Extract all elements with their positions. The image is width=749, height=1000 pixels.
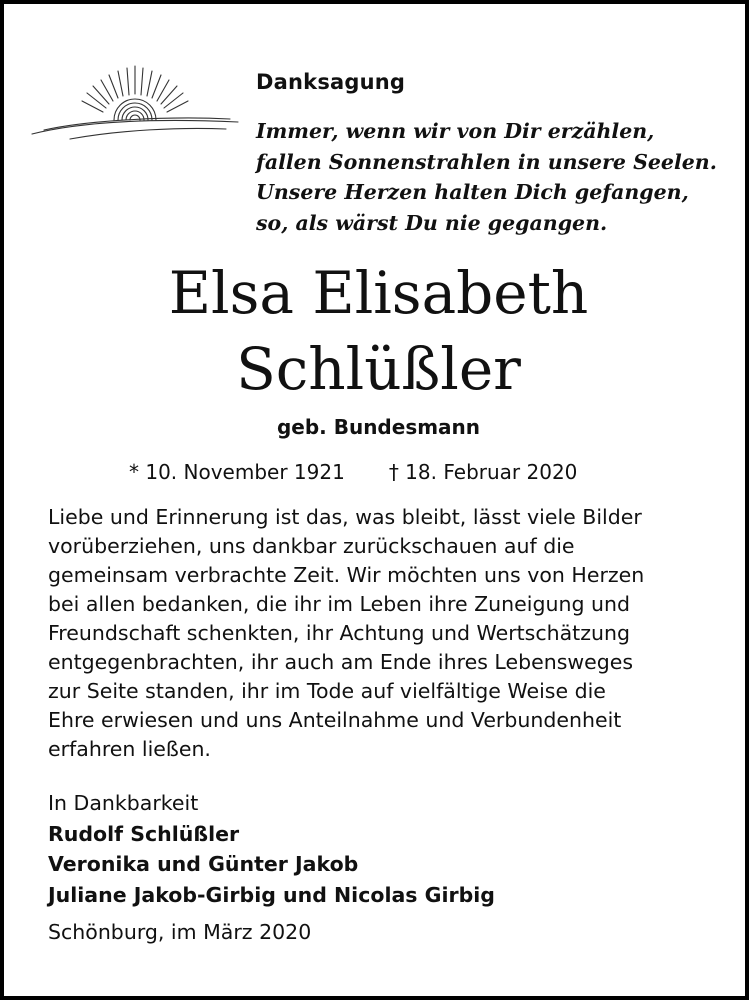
signatory: Veronika und Günter Jakob (48, 852, 359, 876)
deceased-name-line2: Schlüßler (236, 335, 521, 403)
text-line: gemeinsam verbrachte Zeit. Wir möchten uns von Herzen (48, 563, 645, 587)
notice-heading: Danksagung (256, 70, 406, 94)
place-date: Schönburg, im März 2020 (48, 920, 312, 944)
text-line: bei allen bedanken, die ihr im Leben ihre Zuneigung und (48, 592, 630, 616)
maiden-name: geb. Bundesmann (276, 415, 481, 439)
sunrise-icon (30, 64, 240, 144)
life-dates (129, 460, 577, 484)
text-line: zur Seite standen, ihr im Tode auf vielfältige Weise die (48, 679, 606, 703)
text-line: entgegenbrachten, ihr auch am Ende ihres Lebensweges (48, 650, 634, 674)
deceased-name-line1: Elsa Elisabeth (168, 259, 589, 327)
signatory: Rudolf Schlüßler (48, 821, 240, 846)
poem-line: so, als wärst Du nie gegangen. (256, 210, 608, 235)
poem-line: Unsere Herzen halten Dich gefangen, (256, 180, 689, 204)
text-line: erfahren ließen. (48, 737, 211, 761)
poem-line: fallen Sonnenstrahlen in unsere Seelen. (256, 149, 717, 174)
signoff (48, 788, 495, 910)
thanks-text (48, 503, 644, 764)
signatory: Juliane Jakob-Girbig und Nicolas Girbig (48, 882, 495, 907)
birth-date: * 10. November 1921 (129, 460, 345, 484)
text-line: Freundschaft schenkten, ihr Achtung und Wertschätzung (48, 621, 630, 645)
closing-phrase: In Dankbarkeit (48, 791, 199, 815)
text-line: Liebe und Erinnerung ist das, was bleibt, lässt viele Bilder (48, 505, 642, 529)
death-date: † 18. Februar 2020 (388, 460, 578, 484)
poem-line: Immer, wenn wir von Dir erzählen, (256, 119, 655, 143)
text-line: vorüberziehen, uns dankbar zurückschauen auf die (48, 534, 575, 558)
poem (256, 116, 717, 238)
text-line: Ehre erwiesen und uns Anteilnahme und Verbundenheit (48, 708, 622, 732)
